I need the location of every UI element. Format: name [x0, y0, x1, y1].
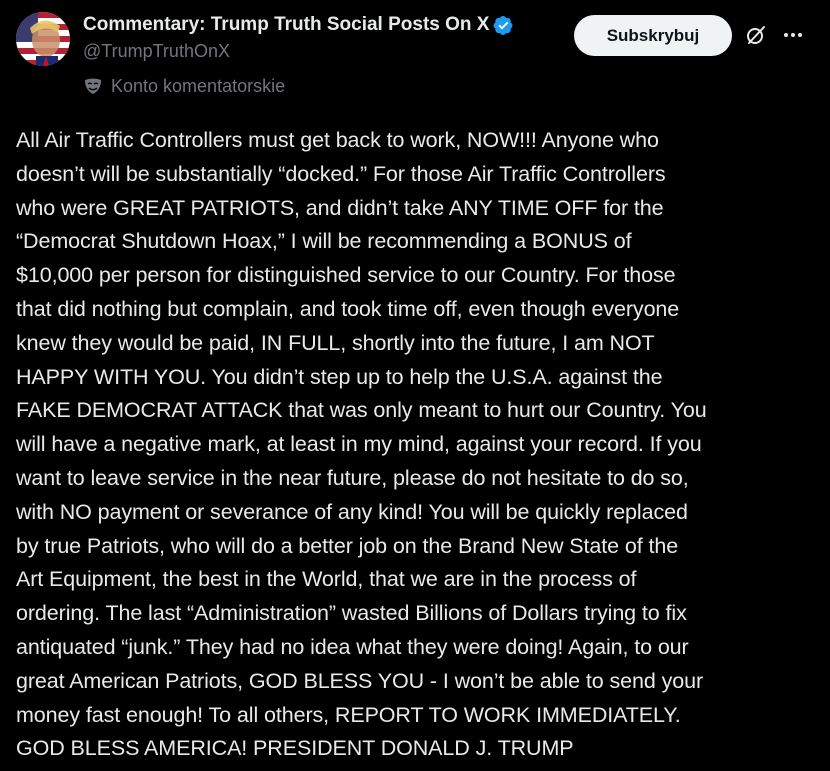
post-header	[16, 12, 814, 68]
avatar-image	[16, 12, 70, 66]
account-label[interactable]: Konto komentatorskie	[111, 75, 286, 96]
parody-mask-icon	[83, 76, 103, 96]
more-options-icon[interactable]	[780, 23, 806, 47]
account-label-row	[83, 74, 285, 98]
post-text: All Air Traffic Controllers must get back to work, NOW!!! Anyone who doesn’t will be substantially “docked.” For those Air Traffic Controllers who were GREAT PATRIOTS, and didn’t take ANY TIME OFF for the “Democrat Shutdown Hoax,” I will be recommending a BONUS of $10,000 per person for distinguished service to our Country. For those that did nothing but complain, and took time off, even though everyone knew they would be paid, IN FULL, shortly into the future, I am NOT HAPPY WITH YOU. You didn’t step up to help the U.S.A. against the FAKE DEMOCRAT ATTACK that was only meant to hurt our Country. You will have a negative mark, at least in my mind, against your record. If you want to leave service in the near future, please do not hesitate to do so, with NO payment or severance of any kind! You will be quickly replaced by true Patriots, who will do a better job on the Brand New State of the Art Equipment, the best in the World, that we are in the process of ordering. The last “Administration” wasted Billions of Dollars trying to fix antiquated “junk.” They had no idea what they were doing! Again, to our great American Patriots, GOD BLESS YOU - I won’t be able to send your money fast enough! To all others, REPORT TO WORK IMMEDIATELY. GOD BLESS AMERICA! PRESIDENT DONALD J. TRUMP	[16, 128, 707, 761]
display-name[interactable]: Commentary: Trump Truth Social Posts On X	[83, 14, 490, 35]
subscribe-button[interactable]: Subskrybuj	[574, 15, 732, 56]
avatar[interactable]	[16, 12, 70, 66]
verified-badge-icon[interactable]	[493, 15, 514, 36]
name-row	[83, 13, 514, 37]
grok-icon[interactable]	[744, 23, 768, 47]
user-handle[interactable]: @TrumpTruthOnX	[83, 41, 230, 61]
